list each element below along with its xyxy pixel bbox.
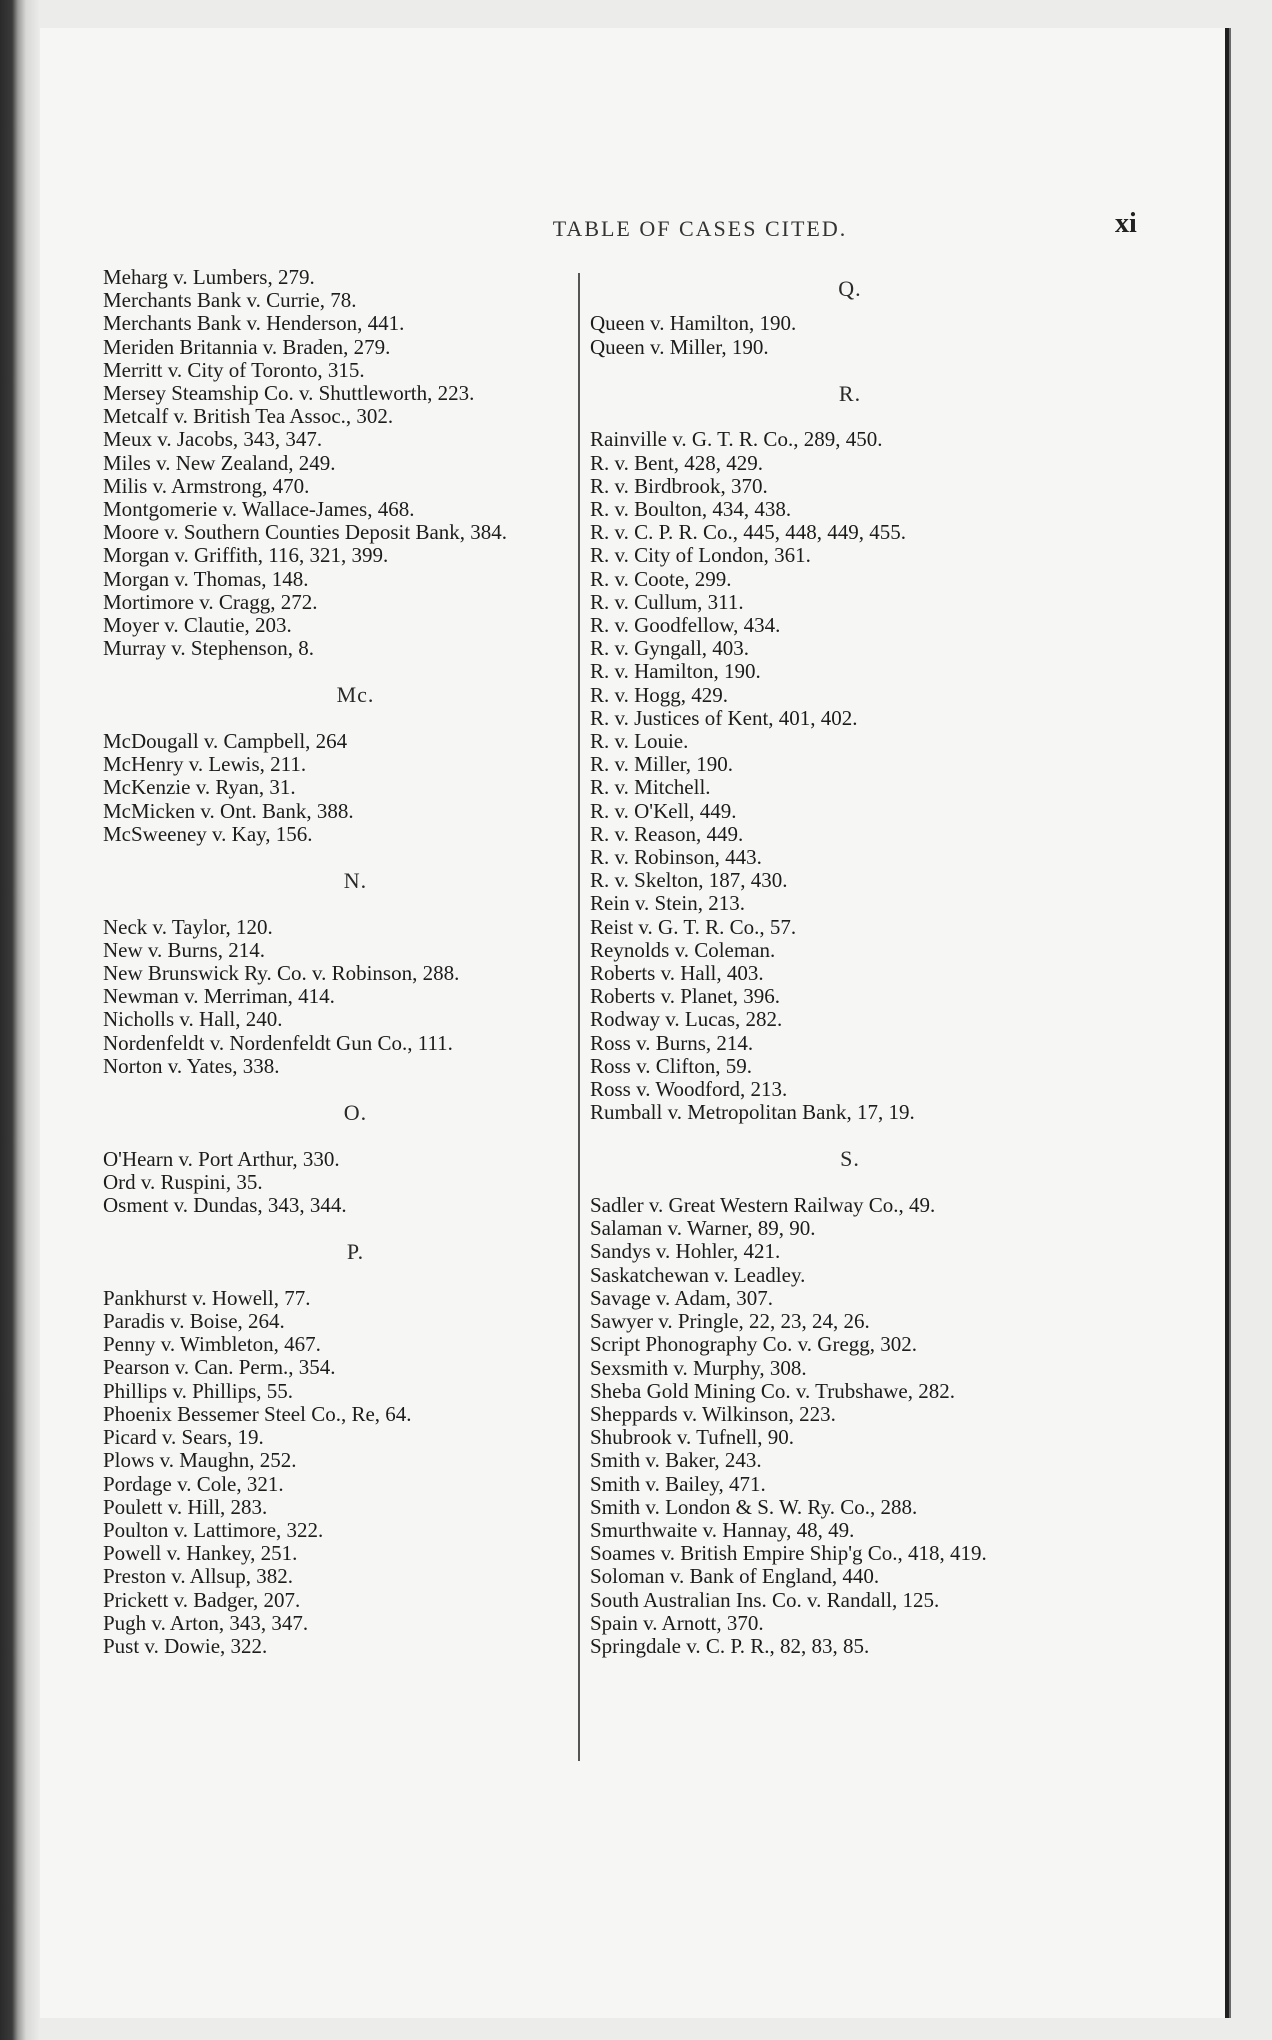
case-entry: Roberts v. Planet, 396. xyxy=(590,984,780,1009)
case-entry: Ross v. Burns, 214. xyxy=(590,1030,754,1055)
case-entry: Script Phonography Co. v. Gregg, 302. xyxy=(590,1332,918,1357)
case-entry: South Australian Ins. Co. v. Randall, 125. xyxy=(590,1587,940,1612)
case-entry: McDougall v. Campbell, 264 xyxy=(103,729,348,754)
case-entry: Sexsmith v. Murphy, 308. xyxy=(590,1355,807,1380)
case-entry: Smith v. Bailey, 471. xyxy=(590,1471,766,1496)
case-entry: Pearson v. Can. Perm., 354. xyxy=(103,1355,336,1380)
case-entry: Sheba Gold Mining Co. v. Trubshawe, 282. xyxy=(590,1378,955,1403)
case-entry: Montgomerie v. Wallace-James, 468. xyxy=(103,497,415,522)
case-entry: Shubrook v. Tufnell, 90. xyxy=(590,1425,795,1450)
case-entry: Reist v. G. T. R. Co., 57. xyxy=(590,914,797,939)
case-entry: Sadler v. Great Western Railway Co., 49. xyxy=(590,1193,936,1218)
case-entry: Saskatchewan v. Leadley. xyxy=(590,1262,806,1287)
case-entry: Merritt v. City of Toronto, 315. xyxy=(103,357,365,382)
case-entry: R. v. Boulton, 434, 438. xyxy=(590,497,792,521)
case-entry: McHenry v. Lewis, 211. xyxy=(103,752,307,777)
case-entry: Ross v. Woodford, 213. xyxy=(590,1077,788,1102)
case-entry: Pankhurst v. Howell, 77. xyxy=(103,1285,311,1310)
case-entry: Roberts v. Hall, 403. xyxy=(590,961,764,986)
case-entry: Mersey Steamship Co. v. Shuttleworth, 223. xyxy=(103,381,475,406)
case-entry: Moyer v. Clautie, 203. xyxy=(103,613,292,638)
case-entry: Queen v. Hamilton, 190. xyxy=(590,311,797,336)
case-entry: R. v. Birdbrook, 370. xyxy=(590,473,768,498)
case-entry: R. v. Reason, 449. xyxy=(590,821,744,846)
case-entry: R. v. O'Kell, 449. xyxy=(590,798,737,823)
case-entry: O'Hearn v. Port Arthur, 330. xyxy=(103,1146,340,1171)
case-entry: Poulton v. Lattimore, 322. xyxy=(103,1517,324,1542)
right-column xyxy=(590,266,1110,1658)
left-column xyxy=(103,266,608,1658)
case-entry: New Brunswick Ry. Co. v. Robinson, 288. xyxy=(103,961,460,986)
case-entry: Rodway v. Lucas, 282. xyxy=(590,1007,783,1032)
case-entry: Soames v. British Empire Ship'g Co., 418, 419. xyxy=(590,1541,987,1566)
case-entry: R. v. Gyngall, 403. xyxy=(590,636,750,661)
case-entry: Morgan v. Griffith, 116, 321, 399. xyxy=(103,543,389,568)
case-entry: Miles v. New Zealand, 249. xyxy=(103,450,336,475)
case-entry: Spain v. Arnott, 370. xyxy=(590,1610,764,1635)
case-entry: Preston v. Allsup, 382. xyxy=(103,1564,293,1589)
case-entry: R. v. City of London, 361. xyxy=(590,543,811,568)
case-entry: Penny v. Wimbleton, 467. xyxy=(103,1332,321,1357)
case-entry: Newman v. Merriman, 414. xyxy=(103,984,335,1009)
case-entry: Rumball v. Metropolitan Bank, 17, 19. xyxy=(590,1100,915,1125)
case-entry: R. v. C. P. R. Co., 445, 448, 449, 455. xyxy=(590,520,907,545)
case-entry: New v. Burns, 214. xyxy=(103,937,265,962)
case-entry: Sawyer v. Pringle, 22, 23, 24, 26. xyxy=(590,1309,870,1334)
case-entry: Picard v. Sears, 19. xyxy=(103,1425,264,1450)
section-heading: S. xyxy=(840,1146,860,1172)
case-entry: Meux v. Jacobs, 343, 347. xyxy=(103,427,323,452)
case-entry: Pugh v. Arton, 343, 347. xyxy=(103,1610,309,1635)
case-entry: Nicholls v. Hall, 240. xyxy=(103,1007,283,1032)
case-entry: Ross v. Clifton, 59. xyxy=(590,1053,752,1078)
case-entry: Rainville v. G. T. R. Co., 289, 450. xyxy=(590,427,883,452)
case-entry: Reynolds v. Coleman. xyxy=(590,937,776,962)
case-entry: Ord v. Ruspini, 35. xyxy=(103,1169,263,1194)
case-entry: Salaman v. Warner, 89, 90. xyxy=(590,1216,816,1241)
case-entry: R. v. Coote, 299. xyxy=(590,566,732,591)
case-entry: Prickett v. Badger, 207. xyxy=(103,1587,301,1612)
case-entry: Milis v. Armstrong, 470. xyxy=(103,473,310,498)
case-entry: Phillips v. Phillips, 55. xyxy=(103,1378,294,1403)
case-entry: Smurthwaite v. Hannay, 48, 49. xyxy=(590,1517,855,1542)
case-entry: Queen v. Miller, 190. xyxy=(590,334,769,359)
case-entry: McKenzie v. Ryan, 31. xyxy=(103,775,296,800)
case-entry: Powell v. Hankey, 251. xyxy=(103,1541,298,1566)
case-entry: Murray v. Stephenson, 8. xyxy=(103,636,314,661)
running-header: TABLE OF CASES CITED. xyxy=(552,216,848,241)
case-entry: Merchants Bank v. Henderson, 441. xyxy=(103,311,405,336)
case-entry: Smith v. London & S. W. Ry. Co., 288. xyxy=(590,1494,918,1519)
case-entry: Pust v. Dowie, 322. xyxy=(103,1633,268,1658)
case-entry: R. v. Louie. xyxy=(590,729,689,754)
case-entry: Paradis v. Boise, 264. xyxy=(103,1309,285,1334)
case-entry: Meriden Britannia v. Braden, 279. xyxy=(103,334,391,359)
book-gutter xyxy=(0,0,40,2040)
section-heading: N. xyxy=(343,868,368,894)
case-entry: R. v. Bent, 428, 429. xyxy=(590,450,764,475)
case-entry: Merchants Bank v. Currie, 78. xyxy=(103,288,357,313)
case-entry: Metcalf v. British Tea Assoc., 302. xyxy=(103,404,394,429)
case-entry: Savage v. Adam, 307. xyxy=(590,1285,773,1310)
case-entry: Morgan v. Thomas, 148. xyxy=(103,566,309,591)
case-entry: Nordenfeldt v. Nordenfeldt Gun Co., 111. xyxy=(103,1030,453,1055)
case-entry: R. v. Skelton, 187, 430. xyxy=(590,868,788,893)
case-entry: Smith v. Baker, 243. xyxy=(590,1448,762,1473)
case-entry: R. v. Goodfellow, 434. xyxy=(590,613,781,638)
case-entry: R. v. Cullum, 311. xyxy=(590,589,744,614)
section-heading: Q. xyxy=(838,276,862,301)
case-entry: Springdale v. C. P. R., 82, 83, 85. xyxy=(590,1633,870,1658)
case-entry: Pordage v. Cole, 321. xyxy=(103,1471,284,1496)
case-entry: R. v. Justices of Kent, 401, 402. xyxy=(590,705,858,730)
case-entry: Poulett v. Hill, 283. xyxy=(103,1494,268,1519)
section-heading: P. xyxy=(346,1239,365,1265)
case-entry: R. v. Hogg, 429. xyxy=(590,682,729,707)
case-entry: Neck v. Taylor, 120. xyxy=(103,914,273,939)
case-entry: Meharg v. Lumbers, 279. xyxy=(103,265,315,289)
case-entry: Phoenix Bessemer Steel Co., Re, 64. xyxy=(103,1401,412,1426)
section-heading: Mc. xyxy=(336,682,375,708)
page-number: xi xyxy=(1115,208,1137,239)
case-entry: Sandys v. Hohler, 421. xyxy=(590,1239,781,1264)
section-heading: R. xyxy=(838,380,862,406)
case-entry: Rein v. Stein, 213. xyxy=(590,891,745,916)
case-entry: Osment v. Dundas, 343, 344. xyxy=(103,1193,347,1218)
case-entry: Soloman v. Bank of England, 440. xyxy=(590,1564,880,1589)
case-entry: R. v. Robinson, 443. xyxy=(590,845,762,870)
case-entry: McMicken v. Ont. Bank, 388. xyxy=(103,798,354,823)
case-entry: Sheppards v. Wilkinson, 223. xyxy=(590,1401,836,1426)
case-entry: Norton v. Yates, 338. xyxy=(103,1053,280,1078)
case-entry: McSweeney v. Kay, 156. xyxy=(103,821,313,846)
case-entry: R. v. Hamilton, 190. xyxy=(590,659,761,684)
case-entry: Mortimore v. Cragg, 272. xyxy=(103,589,318,614)
case-entry: Moore v. Southern Counties Deposit Bank, 384. xyxy=(103,520,508,545)
case-entry: R. v. Mitchell. xyxy=(590,775,711,800)
case-entry: R. v. Miller, 190. xyxy=(590,752,734,777)
case-entry: Plows v. Maughn, 252. xyxy=(103,1448,297,1473)
section-heading: O. xyxy=(343,1100,368,1126)
